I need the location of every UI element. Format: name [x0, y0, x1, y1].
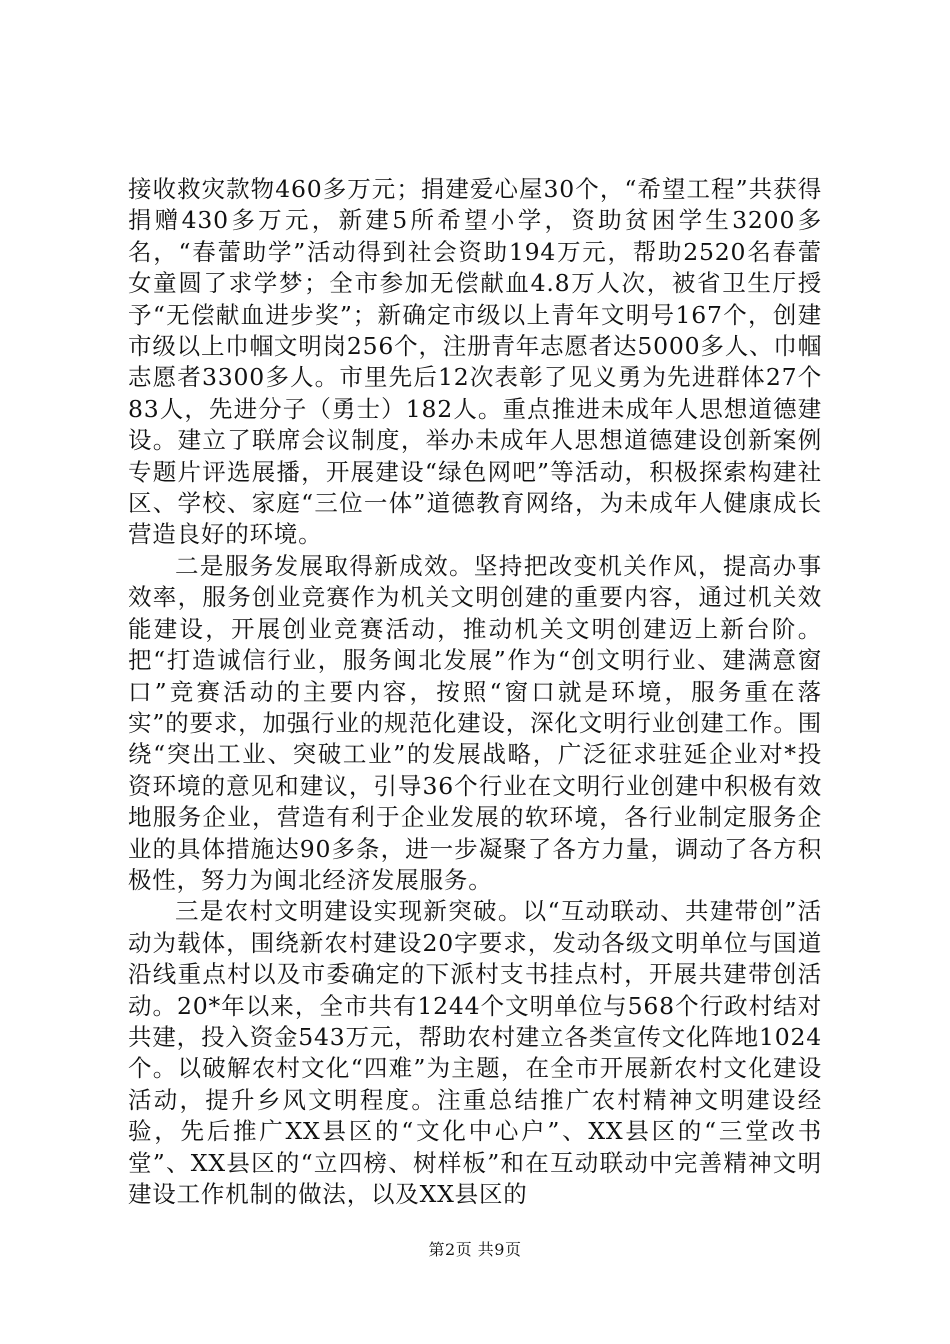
page-footer: 第2页 共9页: [428, 1240, 522, 1259]
paragraph-service-development: 二是服务发展取得新成效。坚持把改变机关作风，提高办事效率，服务创业竞赛作为机关文明创建的重要内容，通过机关效能建设，开展创业竞赛活动，推动机关文明创建迈上新台阶。把“打造诚信行业，服务闽北发展”作为“创文明行业、建满意窗口”竞赛活动的主要内容，按照“窗口就是环境，服务重在落实”的要求，加强行业的规范化建设，深化文明行业创建工作。围绕“突出工业、突破工业”的发展战略，广泛征求驻延企业对*投资环境的意见和建议，引导36个行业在文明行业创建中积极有效地服务企业，营造有利于企业发展的软环境，各行业制定服务企业的具体措施达90多条，进一步凝聚了各方力量，调动了各方积极性，努力为闽北经济发展服务。: [128, 551, 822, 894]
body-text: [128, 174, 822, 1210]
paragraph-continuation: 接收救灾款物460多万元；捐建爱心屋30个，“希望工程”共获得捐赠430多万元，新建5所希望小学，资助贫困学生3200多名，“春蕾助学”活动得到社会资助194万元，帮助2520名春蕾女童圆了求学梦；全市参加无偿献血4.8万人次，被省卫生厅授予“无偿献血进步奖”；新确定市级以上青年文明号167个，创建市级以上巾帼文明岗256个，注册青年志愿者达5000多人、巾帼志愿者3300多人。市里先后12次表彰了见义勇为先进群体27个83人，先进分子（勇士）182人。重点推进未成年人思想道德建设。建立了联席会议制度，举办未成年人思想道德建设创新案例专题片评选展播，开展建设“绿色网吧”等活动，积极探索构建社区、学校、家庭“三位一体”道德教育网络，为未成年人健康成长营造良好的环境。: [128, 175, 822, 549]
paragraph-rural-civilization: 三是农村文明建设实现新突破。以“互动联动、共建带创”活动为载体，围绕新农村建设20字要求，发动各级文明单位与国道沿线重点村以及市委确定的下派村支书挂点村，开展共建带创活动。20*年以来，全市共有1244个文明单位与568个行政村结对共建，投入资金543万元，帮助农村建立各类宣传文化阵地1024个。以破解农村文化“四难”为主题，在全市开展新农村文化建设活动，提升乡风文明程度。注重总结推广农村精神文明建设经验，先后推广XX县区的“文化中心户”、XX县区的“三堂改书堂”、XX县区的“立四榜、树样板”和在互动联动中完善精神文明建设工作机制的做法，以及XX县区的: [128, 897, 822, 1208]
